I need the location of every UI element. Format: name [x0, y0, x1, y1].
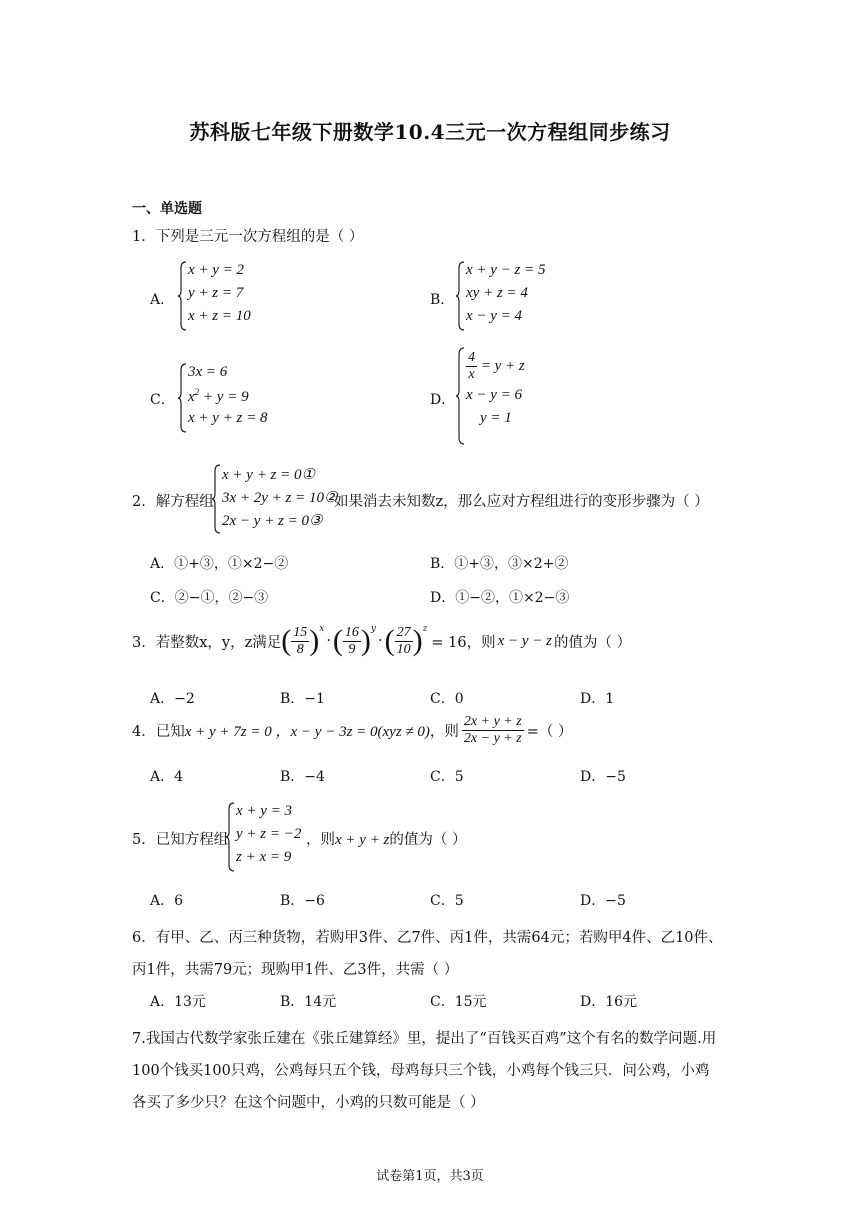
q6-option-d: D．16元	[580, 994, 638, 1010]
q1-option-d-label: D．	[430, 392, 456, 408]
q5-option-b: B．−6	[280, 893, 325, 909]
q5-option-d: D．−5	[580, 893, 626, 909]
equation-text: = 16，则	[431, 634, 496, 651]
q5-option-a: A．6	[150, 893, 184, 909]
question-2-prefix: 2．解方程组	[132, 494, 214, 510]
then-text: ，则	[429, 724, 459, 740]
q4-option-a: A．4	[150, 769, 184, 785]
q1-option-a-label: A．	[150, 292, 175, 308]
system-line: z + x = 9	[236, 849, 292, 865]
q6-option-b: B．14元	[280, 994, 337, 1010]
brace-icon	[212, 463, 222, 535]
q2-system	[212, 463, 338, 535]
q2-option-a: A．①+③，①×2−②	[150, 556, 289, 572]
q1-option-c-system	[178, 362, 288, 434]
q4-option-b: B．−4	[280, 769, 325, 785]
fraction-denominator: 10	[396, 641, 411, 657]
brace-icon	[178, 260, 188, 332]
q2-option-d: D．①−②，①×2−③	[430, 590, 570, 606]
q1-option-c-label: C．	[150, 392, 175, 408]
question-5-suffix: 的值为（ ）	[389, 832, 467, 848]
expression: x − y − z	[497, 632, 552, 649]
system-line	[466, 350, 525, 383]
q2-option-b: B．①+③，③×2+②	[430, 556, 569, 572]
q1-option-b-system	[456, 260, 576, 332]
question-5-mid: ，则	[306, 832, 335, 848]
system-line: x + y + z = 0①	[222, 467, 315, 483]
exponent: x	[319, 624, 325, 634]
brace-icon	[178, 362, 188, 434]
question-4-stem	[132, 714, 572, 747]
system-line: $x^2 + y = 9$	[188, 387, 249, 405]
q4-option-d: D．−5	[580, 769, 626, 785]
system-line: x + y = 3	[236, 803, 293, 819]
fraction-numerator: 15	[293, 624, 308, 640]
q6-option-c: C．15元	[430, 994, 487, 1010]
fraction-numerator: 4	[468, 350, 475, 365]
system-line: xy + z = 4	[466, 285, 528, 301]
question-3-stem: 3．若整数x，y，z满足 ( $\frac{15}{8}$ ) $^x$ · ( $\frac{16}{9}$ ) $^y$ · ( $\frac{27}{10}$ ) $^z$ = 16，则 x − y − z 的值为（ ）	[132, 624, 632, 657]
q3-option-a: A．−2	[150, 691, 195, 707]
q3-option-b: B．−1	[280, 691, 325, 707]
system-line: y + z = −2	[236, 826, 302, 842]
equation-text: = y + z	[480, 357, 525, 374]
fraction-denominator: x	[468, 367, 475, 382]
system-line: x − y = 4	[466, 308, 523, 324]
q3-option-d: D．1	[580, 691, 615, 707]
question-5-prefix: 5．已知方程组	[132, 832, 229, 848]
q6-option-a: A．13元	[150, 994, 206, 1010]
question-3-suffix: 的值为（ ）	[554, 634, 632, 651]
question-7-line-3: 各买了多少只？在这个问题中，小鸡的只数可能是（ ）	[132, 1095, 485, 1111]
question-6-line-2: 丙1件，共需79元；现购甲1件、乙3件，共需（ ）	[132, 962, 459, 978]
q4-option-c: C．5	[430, 769, 464, 785]
page-title: 苏科版七年级下册数学10.4三元一次方程组同步练习	[189, 120, 671, 144]
fraction-numerator: 27	[396, 624, 411, 640]
question-6-line-1: 6．有甲、乙、丙三种货物，若购甲3件、乙7件、丙1件，共需64元；若购甲4件、乙10件、	[132, 930, 723, 946]
fraction-numerator: 2x + y + z	[463, 714, 522, 729]
exponent: 2	[194, 387, 200, 397]
system-line: 3x = 6	[188, 364, 228, 380]
question-7-line-1: 7.我国古代数学家张丘建在《张丘建算经》里，提出了“百钱买百鸡”这个有名的数学问题.用	[132, 1031, 717, 1047]
system-line: 2x − y + z = 0③	[222, 513, 323, 529]
question-3-prefix: 3．若整数x，y，z满足	[132, 634, 282, 651]
system-line: x + y + z = 8	[188, 410, 268, 426]
question-4-suffix: =（ ）	[526, 724, 573, 740]
fraction-numerator: 16	[344, 624, 359, 640]
fraction-denominator: 9	[348, 641, 356, 657]
fraction-denominator: 2x − y + z	[463, 731, 522, 746]
q2-option-c: C．②−①，②−③	[150, 590, 269, 606]
system-line: x + z = 10	[188, 308, 251, 324]
fraction-denominator: 8	[296, 641, 304, 657]
q3-option-c: C．0	[430, 691, 464, 707]
brace-icon	[226, 801, 236, 873]
system-line: x + y − z = 5	[466, 262, 546, 278]
brace-icon	[456, 260, 466, 332]
exponent: z	[422, 624, 428, 634]
system-line: y = 1	[480, 410, 512, 426]
system-line: x + y = 2	[188, 262, 245, 278]
system-line: y + z = 7	[188, 285, 244, 301]
page-footer: 试卷第1页，共3页	[376, 1169, 484, 1184]
section-heading: 一、单选题	[132, 201, 202, 217]
q1-option-d-system	[456, 346, 576, 446]
system-line: x − y = 6	[466, 387, 523, 403]
q1-option-a-system	[178, 260, 288, 332]
question-4-prefix: 4．已知	[132, 724, 185, 740]
q1-option-b-label: B．	[430, 292, 455, 308]
question-2-suffix: 如果消去未知数z，那么应对方程组进行的变形步骤为（ ）	[334, 494, 709, 510]
system-line: 3x + 2y + z = 10②	[222, 490, 338, 506]
q5-option-c: C．5	[430, 893, 464, 909]
question-1-stem: 1．下列是三元一次方程组的是（ ）	[132, 229, 364, 245]
question-5-suffix-group	[306, 828, 467, 849]
exponent: y	[370, 624, 377, 634]
condition: x + y + 7z = 0 ，x − y − 3z = 0(xyz ≠ 0)	[184, 724, 430, 740]
brace-icon	[456, 346, 466, 446]
expression: x + y + z	[335, 832, 390, 848]
question-7-line-2: 100个钱买100只鸡，公鸡每只五个钱，母鸡每只三个钱，小鸡每个钱三只．问公鸡，小鸡	[132, 1063, 710, 1079]
